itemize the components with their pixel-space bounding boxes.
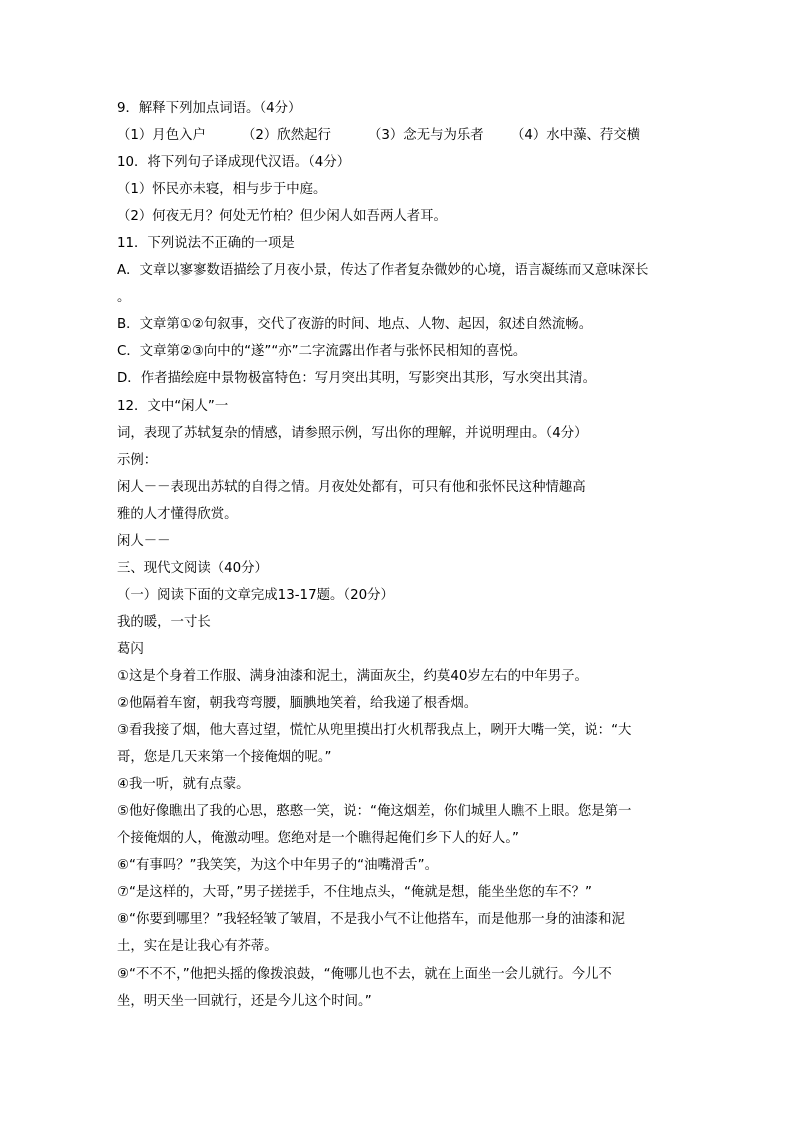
question-10-heading: 10．将下列句子译成现代汉语。（4分） [117, 155, 351, 171]
option-2: （2）欣然起行 [242, 128, 331, 144]
question-12-text: 词，表现了苏轼复杂的情感，请参照示例，写出你的理解，并说明理由。（4分） [117, 425, 588, 441]
choice-a-continued: 。 [117, 290, 131, 306]
reading-instructions: （一）阅读下面的文章完成13-17题。（20分） [117, 587, 394, 603]
paragraph-5: ⑤他好像瞧出了我的心思，憨憨一笑，说：“俺这烟差，你们城里人瞧不上眼。您是第一 [117, 804, 632, 820]
article-title: 我的暖，一寸长 [117, 614, 211, 630]
article-author: 葛闪 [117, 641, 144, 657]
option-4: （4）水中藻、荇交横 [511, 128, 641, 144]
choice-a: A．文章以寥寥数语描绘了月夜小景，传达了作者复杂微妙的心境，语言凝练而又意味深长 [117, 263, 649, 279]
example-text: 闲人－－表现出苏轼的自得之情。月夜处处都有，可只有他和张怀民这种情趣高 [117, 479, 586, 495]
section-3-heading: 三、现代文阅读（40分） [117, 560, 268, 576]
paragraph-3: ③看我接了烟，他大喜过望，慌忙从兜里摸出打火机帮我点上，咧开大嘴一笑，说：“大 [117, 723, 632, 739]
choice-b: B．文章第①②句叙事，交代了夜游的时间、地点、人物、起因，叙述自然流畅。 [117, 317, 593, 333]
paragraph-8-continued: 土，实在是让我心有芥蒂。 [117, 939, 278, 955]
question-9-options [117, 122, 682, 149]
paragraph-8: ⑧“你要到哪里？”我轻轻皱了皱眉，不是我小气不让他搭车，而是他那一身的油漆和泥 [117, 912, 625, 928]
answer-blank: 闲人－－ [117, 533, 171, 549]
question-9-heading: 9．解释下列加点词语。（4分） [117, 101, 302, 116]
question-12-heading: 12．文中“闲人”一 [117, 398, 229, 414]
example-label: 示例： [117, 452, 158, 468]
paragraph-1: ①这是个身着工作服、满身油漆和泥土，满面灰尘，约莫40岁左右的中年男子。 [117, 668, 588, 684]
paragraph-5-continued: 个接俺烟的人，俺激动哩。您绝对是一个瞧得起俺们乡下人的好人。” [117, 831, 519, 847]
example-text-continued: 雅的人才懂得欣赏。 [117, 506, 238, 522]
paragraph-2: ②他隔着车窗，朝我弯弯腰，腼腆地笑着，给我递了根香烟。 [117, 696, 478, 712]
sentence-2: （2）何夜无月？何处无竹柏？但少闲人如吾两人者耳。 [117, 209, 447, 225]
choice-d: D．作者描绘庭中景物极富特色：写月突出其明，写影突出其形，写水突出其清。 [117, 371, 596, 387]
option-3: （3）念无与为乐者 [368, 128, 484, 144]
document-body [117, 95, 682, 1015]
paragraph-4: ④我一听，就有点蒙。 [117, 777, 250, 793]
question-11-heading: 11．下列说法不正确的一项是 [117, 236, 295, 252]
paragraph-9-continued: 坐，明天坐一回就行，还是今儿这个时间。” [117, 993, 372, 1009]
paragraph-7: ⑦“是这样的，大哥，”男子搓搓手，不住地点头，“俺就是想，能坐坐您的车不？” [117, 885, 592, 901]
paragraph-3-continued: 哥，您是几天来第一个接俺烟的呢。” [117, 750, 332, 766]
paragraph-6: ⑥“有事吗？”我笑笑，为这个中年男子的“油嘴滑舌”。 [117, 858, 438, 874]
option-1: （1）月色入户 [117, 128, 206, 144]
sentence-1: （1）怀民亦未寝，相与步于中庭。 [117, 182, 327, 198]
paragraph-9: ⑨“不不不，”他把头摇的像拨浪鼓，“俺哪儿也不去，就在上面坐一会儿就行。今儿不 [117, 966, 612, 982]
choice-c: C．文章第②③向中的“遂”“亦”二字流露出作者与张怀民相知的喜悦。 [117, 344, 527, 360]
